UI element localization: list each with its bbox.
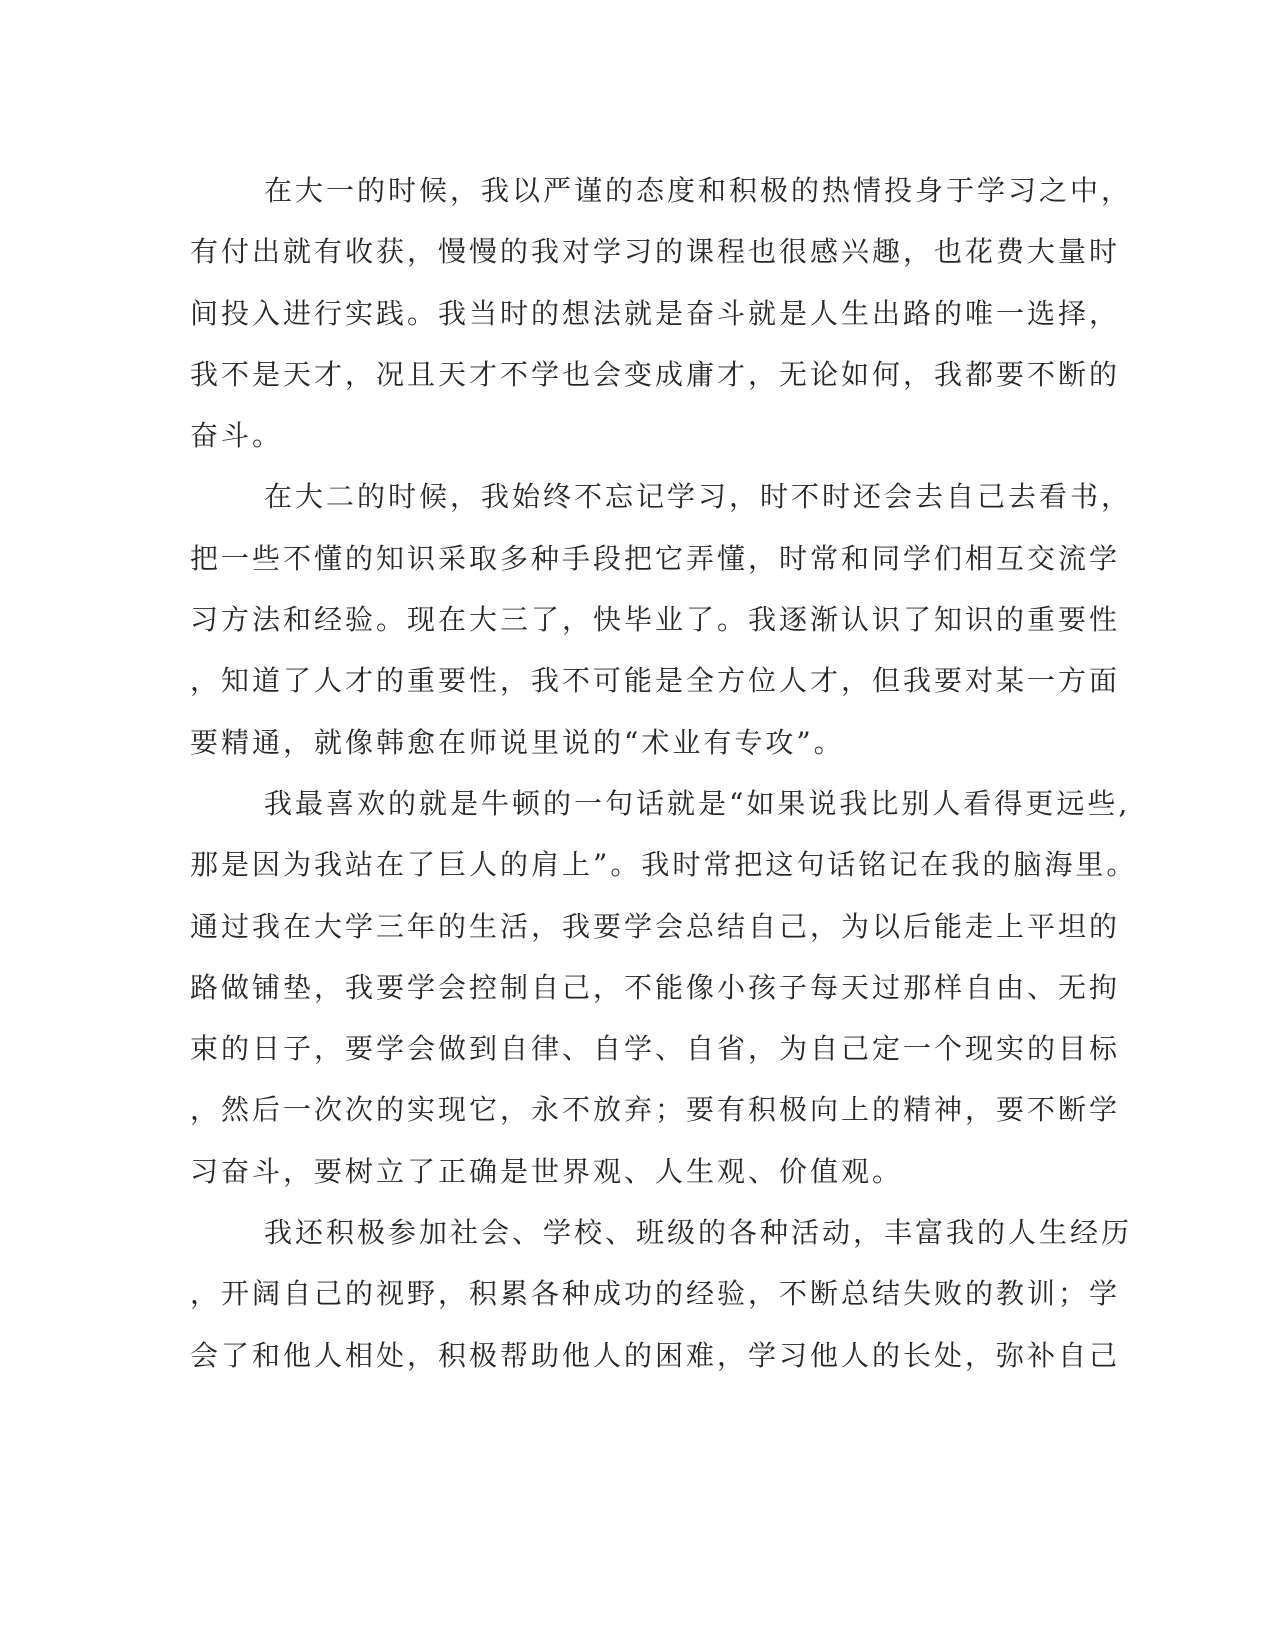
paragraph-1-line-3: 间投入进行实践。我当时的想法就是奋斗就是人生出路的唯一选择，: [190, 296, 1121, 330]
paragraph-3-line-3: 通过我在大学三年的生活，我要学会总结自己，为以后能走上平坦的: [190, 909, 1121, 943]
paragraph-4-line-3: 会了和他人相处，积极帮助他人的困难，学习他人的长处，弥补自己: [190, 1338, 1121, 1372]
paragraph-1-line-4: 我不是天才，况且天才不学也会变成庸才，无论如何，我都要不断的: [190, 357, 1121, 391]
paragraph-4-line-1: 我还积极参加社会、学校、班级的各种活动，丰富我的人生经历: [264, 1216, 1133, 1250]
paragraph-1-line-2: 有付出就有收获，慢慢的我对学习的课程也很感兴趣，也花费大量时: [190, 235, 1121, 269]
paragraph-3-line-7: 习奋斗，要树立了正确是世界观、人生观、价值观。: [190, 1154, 904, 1188]
paragraph-2-line-2: 把一些不懂的知识采取多种手段把它弄懂，时常和同学们相互交流学: [190, 541, 1121, 575]
paragraph-4-line-2: ，开阔自己的视野，积累各种成功的经验，不断总结失败的教训；学: [190, 1277, 1121, 1311]
paragraph-2-line-1: 在大二的时候，我始终不忘记学习，时不时还会去自己去看书，: [264, 480, 1133, 514]
paragraph-2-line-3: 习方法和经验。现在大三了，快毕业了。我逐渐认识了知识的重要性: [190, 603, 1121, 637]
paragraph-2-line-5: 要精通，就像韩愈在师说里说的“术业有专攻”。: [190, 725, 845, 759]
document-body: [190, 160, 1138, 1386]
paragraph-3-line-2: 那是因为我站在了巨人的肩上”。我时常把这句话铭记在我的脑海里。: [190, 848, 1138, 882]
paragraph-3-line-1: 我最喜欢的就是牛顿的一句话就是“如果说我比别人看得更远些,: [264, 786, 1131, 820]
paragraph-3-line-5: 束的日子，要学会做到自律、自学、自省，为自己定一个现实的目标: [190, 1032, 1121, 1066]
paragraph-1-line-1: 在大一的时候，我以严谨的态度和积极的热情投身于学习之中，: [264, 174, 1133, 207]
paragraph-1-line-5: 奋斗。: [190, 419, 284, 453]
paragraph-2-line-4: ，知道了人才的重要性，我不可能是全方位人才，但我要对某一方面: [190, 664, 1121, 698]
paragraph-3-line-6: ，然后一次次的实现它，永不放弃；要有积极向上的精神，要不断学: [190, 1093, 1121, 1127]
paragraph-3-line-4: 路做铺垫，我要学会控制自己，不能像小孩子每天过那样自由、无拘: [190, 970, 1121, 1004]
